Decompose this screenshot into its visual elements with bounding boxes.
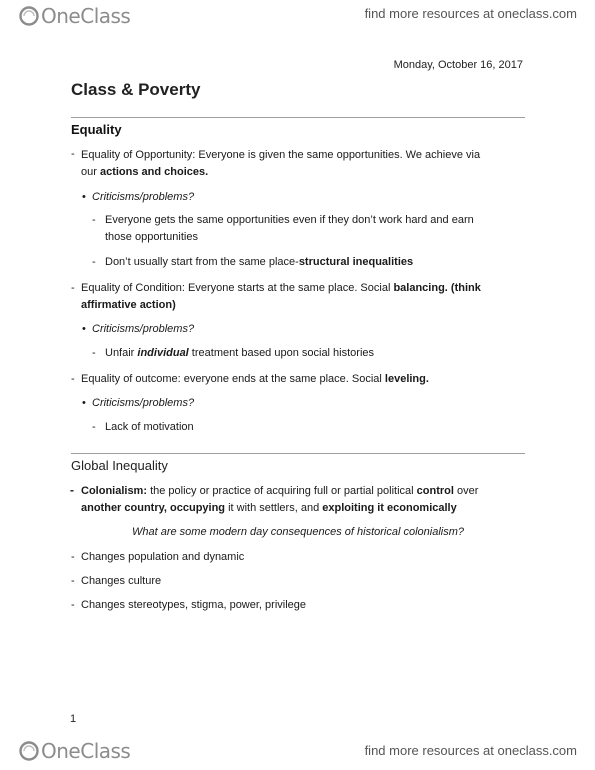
opportunity-line-1: Equality of Opportunity: Everyone is given the same opportunities. We achieve via — [81, 149, 481, 161]
outcome-keyword: leveling. — [384, 373, 429, 385]
list-item: Changes culture — [81, 575, 162, 587]
occupying-keyword: another country, occupying — [81, 502, 226, 514]
opportunity-criticisms: Criticisms/problems? — [92, 191, 195, 203]
dash-marker: - — [92, 256, 96, 268]
bullet-marker: • — [82, 323, 86, 335]
colonialism-line-2 — [81, 500, 457, 517]
outcome-sub1: Lack of motivation — [105, 421, 194, 433]
colonialism-line-1 — [81, 483, 478, 500]
control-keyword: control — [416, 485, 454, 497]
dash-marker: - — [70, 483, 74, 497]
title-divider — [71, 117, 525, 118]
outcome-line-1 — [81, 371, 429, 388]
list-item: Changes stereotypes, stigma, power, privilege — [81, 599, 307, 611]
dash-marker: - — [92, 347, 96, 359]
section-heading-global-inequality: Global Inequality — [71, 458, 168, 473]
dash-marker: - — [71, 148, 75, 160]
oneclass-logo[interactable] — [18, 4, 130, 28]
section-heading-equality: Equality — [71, 122, 122, 137]
oneclass-logo-icon — [18, 5, 40, 27]
condition-sub1 — [105, 345, 374, 362]
exploiting-keyword: exploiting it economically — [322, 502, 457, 514]
structural-inequalities: structural inequalities — [298, 256, 414, 268]
condition-line-1 — [81, 280, 481, 297]
dash-marker: - — [92, 421, 96, 433]
logo-text: OneClass — [41, 739, 131, 763]
condition-line-1-text: Equality of Condition: Everyone starts at the same place. Social — [81, 282, 394, 294]
dash-marker: - — [71, 575, 75, 587]
colonialism-question: What are some modern day consequences of historical colonialism? — [132, 526, 464, 538]
opportunity-line-2 — [81, 164, 208, 181]
opportunity-line-2-text: our — [81, 166, 100, 178]
opportunity-sub1-line2: those opportunities — [105, 231, 198, 243]
oneclass-logo-footer[interactable] — [18, 739, 130, 763]
opportunity-sub2-text: Don’t usually start from the same place- — [105, 256, 299, 268]
global-divider — [71, 453, 525, 454]
colonialism-def-mid: the policy or practice of acquiring full or partial political — [147, 485, 417, 497]
page-title: Class & Poverty — [71, 80, 201, 99]
condition-keyword: balancing. (think — [393, 282, 481, 294]
find-more-link[interactable]: find more resources at oneclass.com — [364, 6, 577, 21]
opportunity-keyword: actions and choices. — [99, 166, 209, 178]
condition-criticisms: Criticisms/problems? — [92, 323, 195, 335]
dash-marker: - — [71, 373, 75, 385]
condition-sub1-pre: Unfair — [105, 347, 138, 359]
dash-marker: - — [71, 282, 75, 294]
dash-marker: - — [92, 214, 96, 226]
logo-text: OneClass — [41, 4, 131, 28]
bullet-marker: • — [82, 397, 86, 409]
opportunity-sub1-line1: Everyone gets the same opportunities even if they don’t work hard and earn — [105, 214, 474, 226]
dash-marker: - — [71, 599, 75, 611]
note-date: Monday, October 16, 2017 — [393, 59, 523, 71]
list-item: Changes population and dynamic — [81, 551, 245, 563]
dash-marker: - — [71, 551, 75, 563]
bullet-marker: • — [82, 191, 86, 203]
outcome-line-1-text: Equality of outcome: everyone ends at the same place. Social — [81, 373, 385, 385]
page-number: 1 — [70, 713, 77, 725]
colonialism-def-end: over — [453, 485, 479, 497]
individual-keyword: individual — [137, 347, 189, 359]
condition-sub1-post: treatment based upon social histories — [188, 347, 375, 359]
condition-line-2: affirmative action) — [81, 299, 176, 311]
colonialism-def-mid2: it with settlers, and — [225, 502, 323, 514]
find-more-link-footer[interactable]: find more resources at oneclass.com — [364, 743, 577, 758]
colonialism-term: Colonialism: — [81, 485, 148, 497]
oneclass-logo-icon — [18, 740, 40, 762]
opportunity-sub2 — [105, 254, 413, 271]
outcome-criticisms: Criticisms/problems? — [92, 397, 195, 409]
